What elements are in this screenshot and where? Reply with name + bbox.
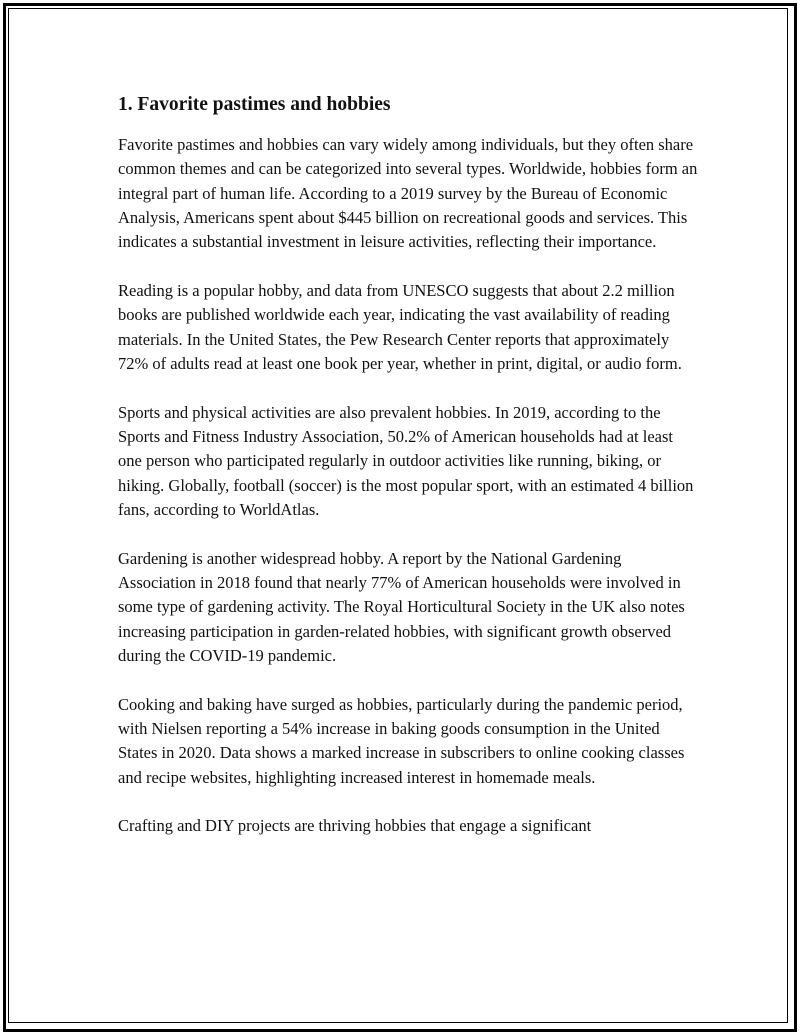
paragraph-sports: Sports and physical activities are also prevalent hobbies. In 2019, according to the Sports and Fitness Industry Association, 50.2% of American households had at least one person who participated regularly in outdoor activities like running, biking, or hiking. Globally, football (soccer) is the most popular sport, with an estimated 4 billion fans, according to WorldAtlas. [118,402,694,519]
paragraph-reading: Reading is a popular hobby, and data from UNESCO suggests that about 2.2 million books are published worldwide each year, indicating the vast availability of reading materials. In the United States, the Pew Research Center reports that approximately 72% of adults read at least one book per year, whether in print, digital, or audio form. [118,280,682,373]
paragraph-crafting: Crafting and DIY projects are thriving hobbies that engage a significant [118,816,592,836]
section-heading: 1. Favorite pastimes and hobbies [118,94,391,115]
paragraph-gardening: Gardening is another widespread hobby. A report by the National Gardening Association in 2018 found that nearly 77% of American households were involved in some type of gardening activity. The Royal Horticultural Society in the UK also notes increasing participation in garden-related hobbies, with significant growth observed during the COVID-19 pandemic. [118,548,685,665]
document-body [118,91,698,863]
paragraph-recreational-spending: Favorite pastimes and hobbies can vary widely among individuals, but they often share common themes and can be categorized into several types. Worldwide, hobbies form an integral part of human life. According to a 2019 survey by the Bureau of Economic Analysis, Americans spent about $445 billion on recreational goods and services. This indicates a substantial investment in leisure activities, reflecting their importance. [118,135,698,252]
paragraph-cooking: Cooking and baking have surged as hobbies, particularly during the pandemic period, with Nielsen reporting a 54% increase in baking goods consumption in the United States in 2020. Data shows a marked increase in subscribers to online cooking classes and recipe websites, highlighting increased interest in homemade meals. [118,694,685,787]
